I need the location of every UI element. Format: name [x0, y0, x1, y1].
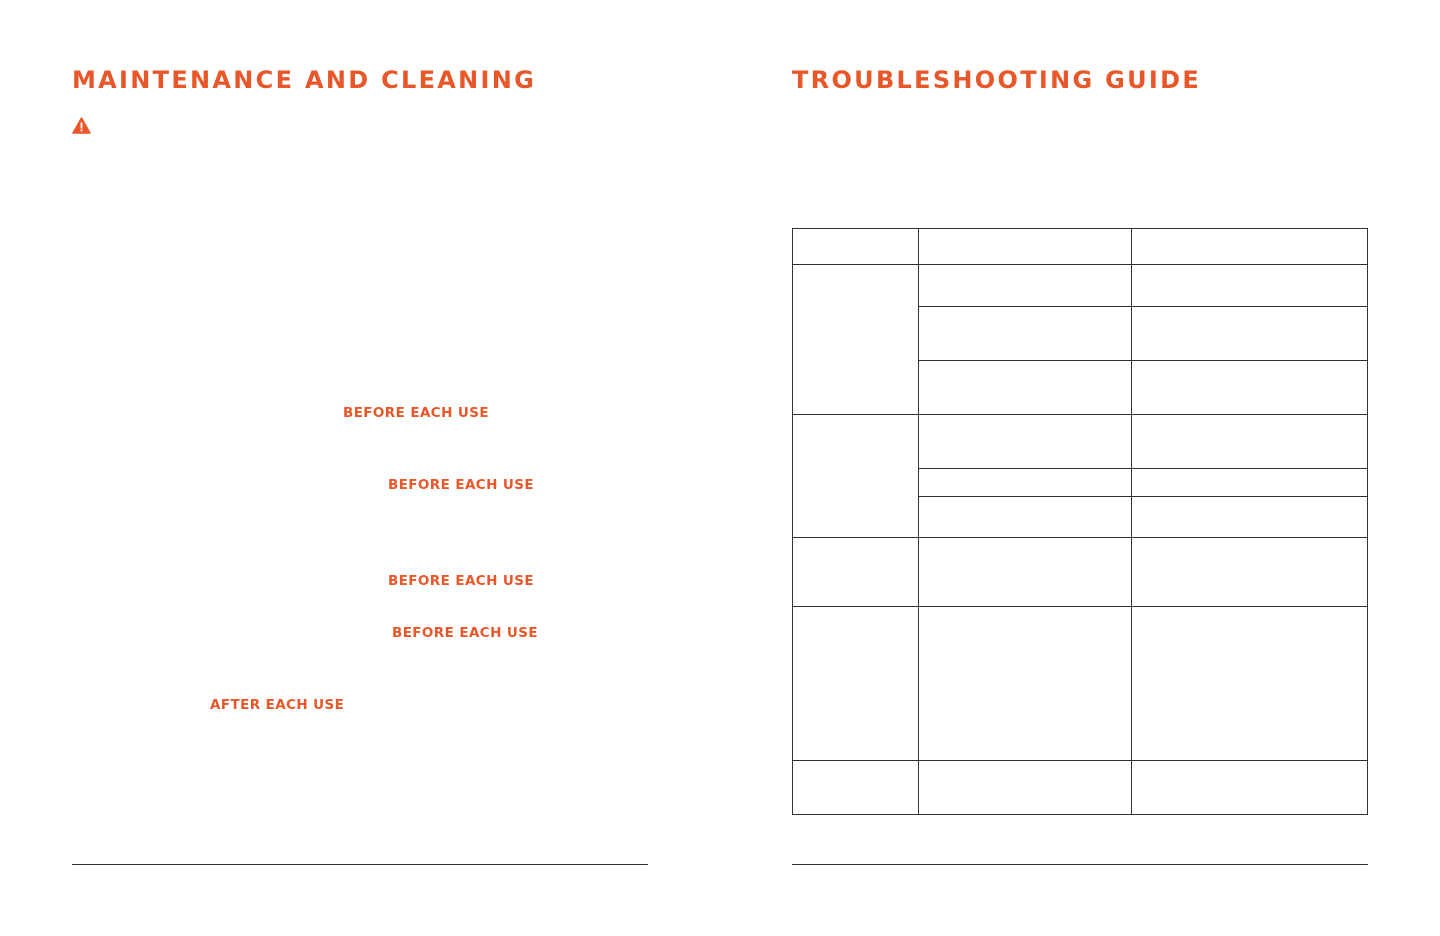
- schedule-label-before-1: BEFORE EACH USE: [343, 405, 490, 421]
- footer-rule-left: [72, 864, 648, 865]
- row-divider: [918, 360, 1367, 361]
- row-divider: [918, 468, 1367, 469]
- footer-rule-right: [792, 864, 1368, 865]
- schedule-label-before-2: BEFORE EACH USE: [388, 477, 535, 493]
- maintenance-heading: MAINTENANCE AND CLEANING: [72, 66, 537, 94]
- schedule-label-before-3: BEFORE EACH USE: [388, 573, 535, 589]
- schedule-label-before-4: BEFORE EACH USE: [392, 625, 539, 641]
- row-divider: [918, 496, 1367, 497]
- group-divider: [793, 414, 1367, 415]
- troubleshooting-table: [792, 228, 1368, 815]
- column-divider-1: [918, 229, 919, 814]
- header-row-divider: [793, 264, 1367, 265]
- troubleshooting-page: [792, 0, 1368, 936]
- group-divider: [793, 760, 1367, 761]
- group-divider: [793, 606, 1367, 607]
- troubleshooting-heading: TROUBLESHOOTING GUIDE: [792, 66, 1202, 94]
- warning-triangle-icon: [72, 117, 91, 134]
- row-divider: [918, 306, 1367, 307]
- schedule-label-after: AFTER EACH USE: [210, 697, 345, 713]
- column-divider-2: [1131, 229, 1132, 814]
- group-divider: [793, 537, 1367, 538]
- maintenance-page: [72, 0, 648, 936]
